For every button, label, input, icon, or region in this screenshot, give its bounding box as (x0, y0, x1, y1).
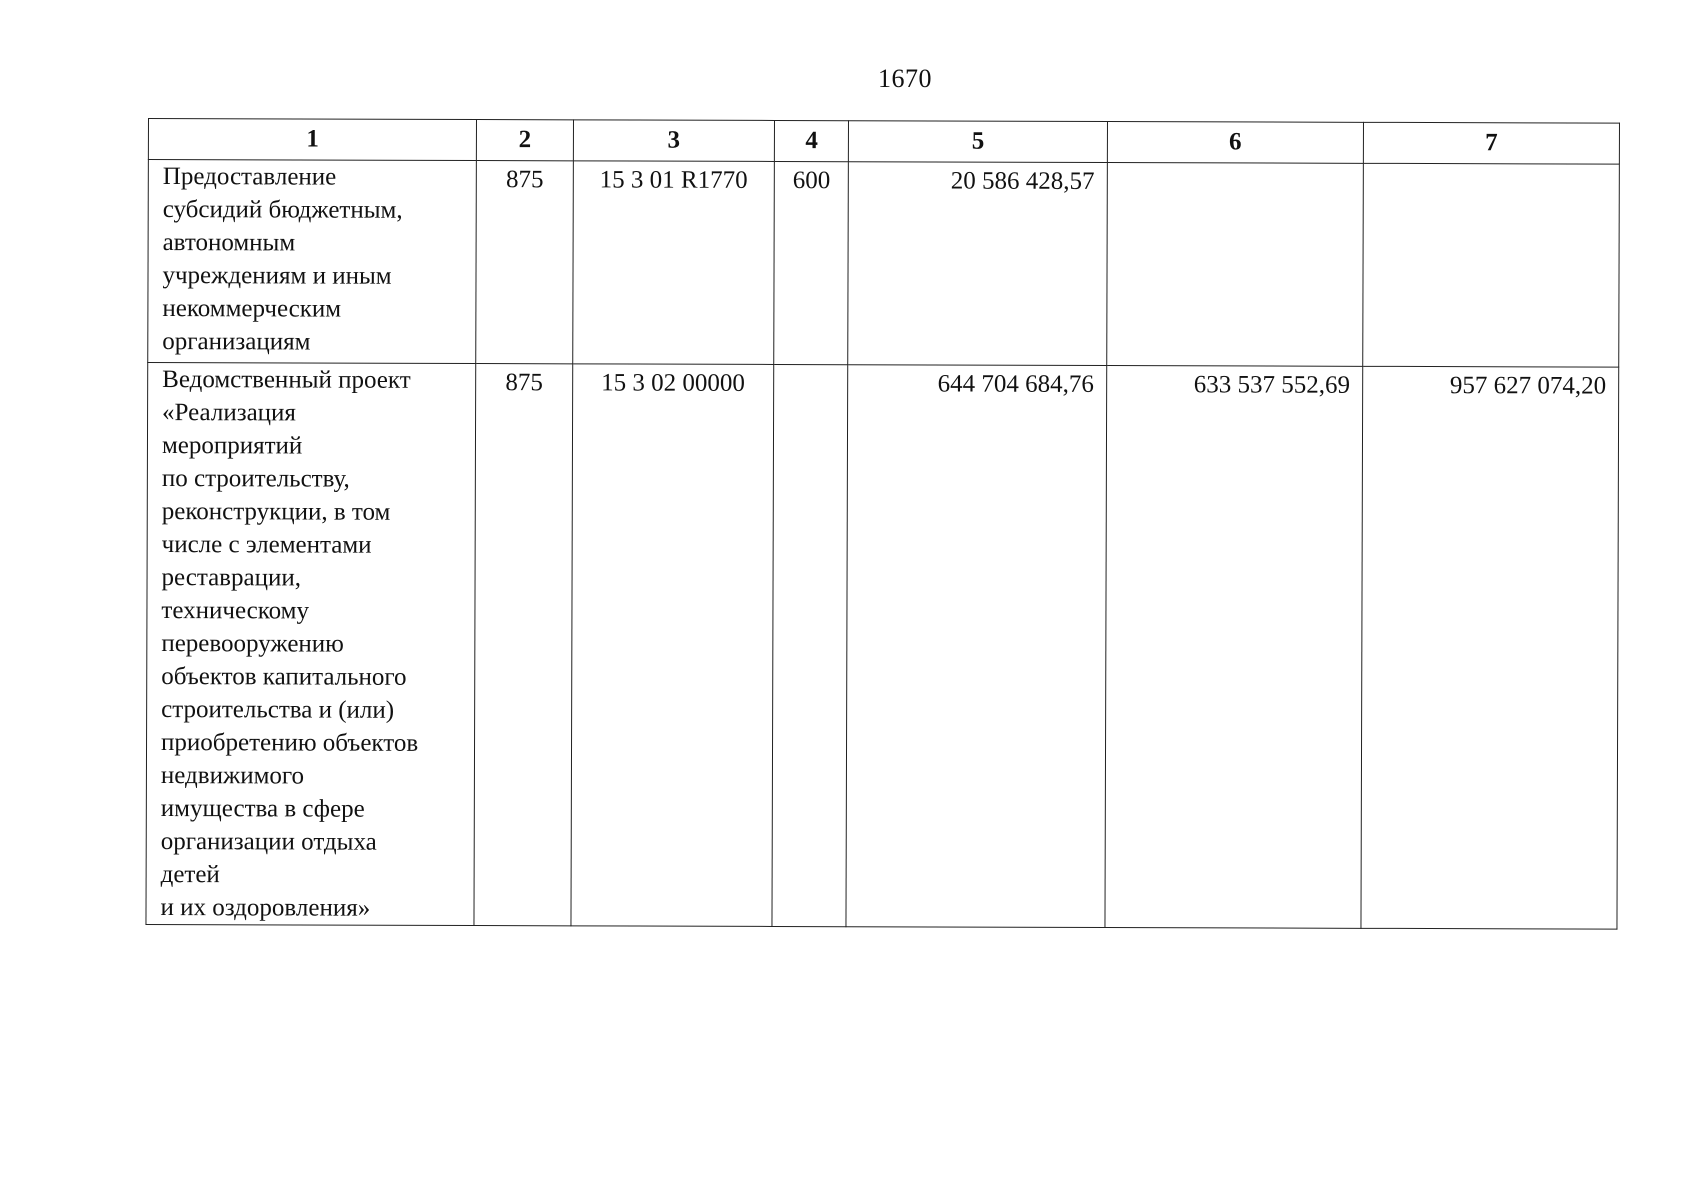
header-col-6: 6 (1107, 122, 1363, 164)
row-name-line: числе с элементами (161, 531, 372, 559)
amount-col5-cell: 20 586 428,57 (848, 162, 1107, 366)
row-name-line: имущества в сфере (160, 795, 365, 823)
target-article-cell: 15 3 01 R1770 (572, 161, 774, 365)
row-name-line: мероприятий (161, 432, 303, 460)
row-name-line: недвижимого (160, 762, 305, 790)
header-row (148, 119, 1619, 165)
row-name-line: объектов капитального (161, 663, 407, 691)
row-name-line: автономным (162, 229, 296, 257)
row-name-line: детей (160, 861, 220, 889)
row-name-line: реставрации, (161, 564, 302, 592)
row-name-cell (146, 363, 476, 926)
row-name-line: перевооружению (161, 630, 344, 658)
row-name-line: организации отдыха (160, 828, 377, 856)
row-name-line: реконструкции, в том (161, 498, 391, 526)
row-name-line: учреждениям и иным (162, 262, 392, 290)
target-article-cell: 15 3 02 00000 (571, 364, 774, 927)
budget-table (145, 118, 1620, 930)
row-name-line: Ведомственный проект (162, 366, 411, 394)
row-name-line: по строительству, (161, 465, 350, 493)
amount-col7-cell (1363, 163, 1620, 367)
header-col-7: 7 (1363, 122, 1619, 164)
amount-col7-cell: 957 627 074,20 (1361, 366, 1619, 929)
page-number: 1670 (878, 64, 932, 93)
header-col-1: 1 (148, 119, 476, 161)
ministry-code-cell: 875 (476, 161, 573, 364)
ministry-code-cell: 875 (474, 364, 572, 926)
row-name-line: организациям (162, 328, 311, 356)
header-col-2: 2 (477, 120, 573, 161)
table-row (146, 363, 1619, 930)
header-col-4: 4 (774, 120, 849, 161)
expense-type-cell: 600 (774, 161, 849, 364)
row-name-line: «Реализация (162, 399, 296, 427)
row-name-line: субсидий бюджетным, (162, 196, 403, 224)
row-name-line: техническому (161, 597, 310, 625)
expense-type-cell (772, 364, 848, 926)
row-name-line: приобретению объектов (160, 729, 419, 757)
amount-col6-cell (1106, 163, 1363, 367)
row-name-line: некоммерческим (162, 295, 342, 323)
budget-table-container (145, 118, 1620, 930)
header-col-3: 3 (573, 120, 775, 162)
row-name-line: Предоставление (162, 163, 337, 191)
row-name-line: строительства и (или) (161, 696, 395, 724)
amount-col5-cell: 644 704 684,76 (846, 365, 1106, 928)
amount-col6-cell: 633 537 552,69 (1105, 366, 1363, 929)
header-col-5: 5 (849, 121, 1107, 163)
table-row (148, 160, 1620, 368)
row-name-cell (148, 160, 477, 364)
row-name-line: и их оздоровления» (160, 894, 371, 922)
